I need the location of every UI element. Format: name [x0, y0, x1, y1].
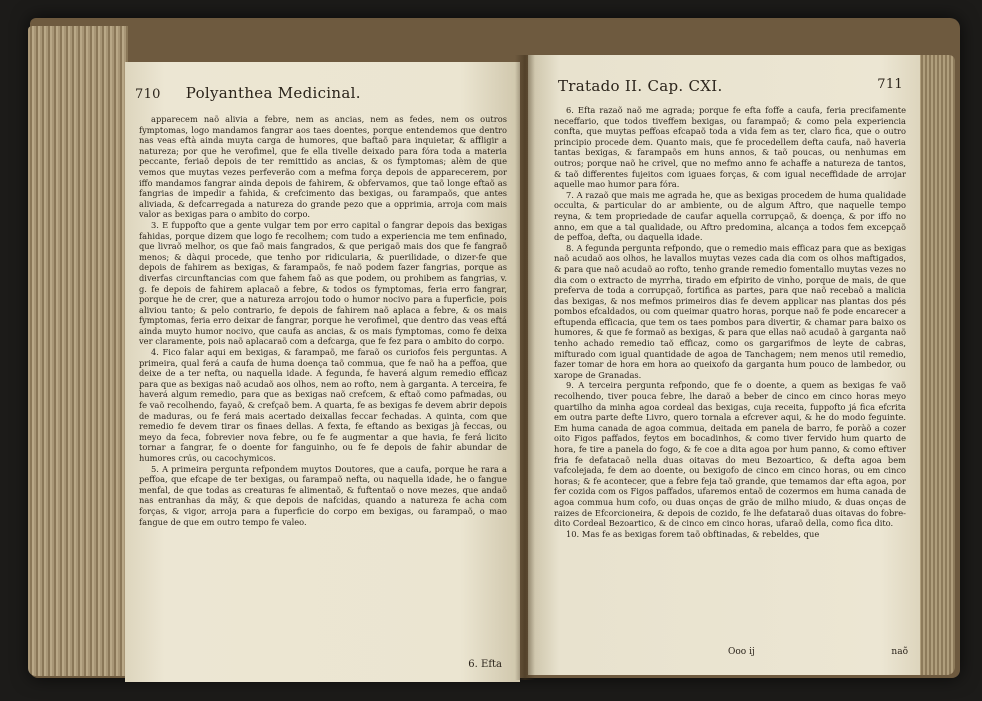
left-page-header [135, 84, 361, 102]
right-catchword: naõ [891, 647, 908, 657]
paragraph: 6. Efta razaõ naõ me agrada; porque fe efta foffe a caufa, feria precifamente neceffario, que todos tiveffem bexigas, ou farampaõ; & como pela experiencia confta, que muytas peffoas efcapaõ toda a vida fem as ter, claro fica, que o outro principio procede dem. Quanto mais, que fe procedellem defta caufa, naõ haveria tantas bexigas, & farampaõs em huns annos, & taõ poucas, ou nenhumas em outros; porque naõ he crivel, que no mefmo anno fe achaffe a natureza de tantos, & taõ differentes fujeitos com iguaes forças, & com igual neceffidade de arrojar aquelle mao humor para fóra. [554, 105, 906, 190]
right-running-title: Tratado II. Cap. CXI. [558, 77, 723, 95]
left-page-number: 710 [135, 87, 161, 102]
left-running-title: Polyanthea Medicinal. [185, 84, 361, 102]
left-catchword: 6. Efta [468, 659, 502, 670]
right-page-body [554, 105, 906, 539]
paragraph: 7. A razaõ que mais me agrada he, que as bexigas procedem de huma qualidade occulta, & particular do ar ambiente, ou de algum Aftro, que naquelle tempo reyna, & tem propriedade de caufar aquella corrupçaõ, & doença, & por iffo no anno, em que a tal qualidade, ou Aftro predomina, alcança a todos fem excepçaõ de peffoa, defta, ou daquella idade. [554, 189, 906, 243]
paragraph: 8. A fegunda pergunta refpondo, que o remedio mais efficaz para que as bexigas naõ acudaõ aos olhos, he lavallos muytas vezes cada dia com os olhos maftigados, & para que naõ acudaõ ao rofto, tenho grande remedio fomentallo muytas vezes no dia com o extracto de myrrha, tirado em efpirito de vinho, porque de mais, de que preferva de toda a corrupçaõ, fortifica as partes, para que naõ recebaõ a malicia das bexigas, & nos mefmos primeiros dias fe devem applicar nas plantas dos pés pombos efcaldados, ou com queimar quatro horas, porque naõ fe pode encarecer a eftupenda efficacia, que tem os taes pombos para divertir, & chamar para baixo os humores, & que fe formaõ as bexigas, & para que ellas naõ acudaõ à garganta naõ tenho achado remedio taõ efficaz, como os gargarifmos de leyte de cabras, mifturado com igual quantidade de agoa de Tanchagem; nem menos util remedio, fazer tomar de hora em hora ao queixofo da garganta hum pouco de lambedor, ou xarope de Granadas. [554, 242, 906, 380]
paragraph: 9. A terceira pergunta refpondo, que fe o doente, a quem as bexigas fe vaõ recolhendo, tiver pouca febre, lhe daraõ a beber de cinco em cinco horas meyo quartilho da minha agoa cordeal das bexigas, cuja receita, fuppofto já fica efcrita em outra parte defte Livro, quero tornala a efcrever aqui, & he do modo feguinte. Em huma canada de agoa commua, deitada em panela de barro, fe poràõ a cozer oito Figos paffados, feytos em bocadinhos, & como tiver fervido hum quarto de hora, fe tire a panela do fogo, & fe coe a dita agoa por hum panno, & como eftiver fria fe defatacaõ nella duas oitavas do meu Bezoartico, & defta agoa bem vafcolejada, fe dem ao doente, ou bexigofo de cinco em cinco horas, ou em cinco horas; & fe acontecer, que a febre feja taõ grande, que temamos dar efta agoa, por fer cozida com os Figos paffados, ufaremos entaõ de cozermos em huma canada de agoa commua hum cofo, ou duas onças de grão de milho miudo, & duas onças de raizes de Efcorcioneira, & depois de cozido, fe lhe defataraõ duas oitavas do fobre-dito Cordeal Bezoartico, & de cinco em cinco horas, ufaraõ della, como fica dito. [554, 380, 906, 529]
right-page [528, 55, 920, 675]
paragraph: 10. Mas fe as bexigas forem taõ obftinadas, & rebeldes, que [566, 528, 820, 539]
left-page [125, 62, 520, 682]
page-edges-right [915, 55, 955, 675]
paragraph: 5. A primeira pergunta refpondem muytos Doutores, que a caufa, porque he rara a peffoa, que efcape de ter bexigas, ou farampaõ nefta, ou naquella idade, he o fangue menfal, de que todas as creaturas fe alimentaõ, & fuftentaõ o nove mezes, que andaõ nas entranhas da mãy, & que depois de nafcidas, quando a natureza fe acha com forças, & vigor, arroja para a fuperficie do corpo em bexigas, ou farampaõ, o mao fangue de que em outro tempo fe valeo. [139, 463, 507, 527]
signature-mark: Ooo ij [728, 647, 755, 657]
paragraph: apparecem naõ alivia a febre, nem as ancias, nem as fedes, nem os outros fymptomas, logo mandamos fangrar aos taes doentes, porque entendemos que dentro nas veas eftà ainda muyta carga de humores, que baftaõ para inquietar, & affligir a natureza; por que he verofimel, que fe ella tivelle deixado para fóra toda a materia peccante, feriaõ depois de ter remittido as ancias, & os fymptomas; alèm de que vemos que muytas vezes perfeverão com a mefma força depois de apparecerem, por iffo mandamos fangrar ainda depois de fahirem, & obfervamos, que taõ longe eftaõ as fangrias de impedir a fahida, & crefcimento das bexigas, ou farampaõs, que antes aliviada, & defcarregada a natureza do grande pezo que a opprimia, arroja com mais valor as bexigas para o ambito do corpo. [139, 114, 507, 220]
paragraph: 3. E fuppofto que a gente vulgar tem por erro capital o fangrar depois das bexigas fahidas, porque dizem que logo fe recolhem; com tudo a experiencia me tem enfinado, que livraõ melhor, os que faõ mais fangrados, & que perigaõ mais dos que fe fangraõ menos; & dàqui procede, que tenho por ridicularia, & puerilidade, o dizer-fe que depois de fahirem as bexigas, & farampaõs, fe naõ podem fazer fangrias, porque as diverfas circunftancias com que fahem faõ as que podem, ou prohibem as fangrias, v. g. fe depois de fahirem aplacaõ a febre, & todos os fymptomas, feria erro fangrar, porque he de crer, que a natureza arrojou todo o humor nocivo para a fuperficie, pois aliviou tanto; & pelo contrario, fe depois de fahirem naõ aplaca a febre, & os mais fymptomas, feria erro deixar de fangrar, porque he verofimel, que dentro das veas eftá ainda muyto humor nocivo, que caufa as ancias, & os mais fymptomas, como fe deixa ver claramente, pois naõ aplacaraõ com a defcarga, que fe fez para o ambito do corpo. [139, 219, 507, 347]
left-page-body [139, 114, 507, 527]
book-gutter [515, 55, 535, 680]
paragraph: 4. Fico falar aqui em bexigas, & farampaõ, me faraõ os curiofos feis perguntas. A primeira, qual ferá a caufa de huma doença taõ commua, que fe naõ ha a peffoa, que deixe de a ter nefta, ou naquella idade. A fegunda, fe haverá algum remedio efficaz para que as bexigas naõ acudaõ aos olhos, nem ao rofto, nem à garganta. A terceira, fe haverá algum remedio, para que as bexigas naõ crefcem, & eftaõ como pafmadas, ou fe vaõ recolhendo, fayaõ, & crefçaõ bem. A quarta, fe as bexigas fe devem abrir depois de maduras, ou fe ferá mais acertado deixallas feccar fechadas. A quinta, com que remedio fe devem tirar os finaes dellas. A fexta, fe eftando as bexigas jà feccas, ou meyo da feca, fobrevier nova febre, ou fe fe augmentar a que havia, fe ferá licito tornar a fangrar, fe o doente for fanguinho, ou fe fe depois de fahir abundar de humores crús, ou cacochymicos. [139, 347, 507, 463]
right-page-number: 711 [877, 77, 903, 92]
page-edges-left [28, 26, 128, 676]
